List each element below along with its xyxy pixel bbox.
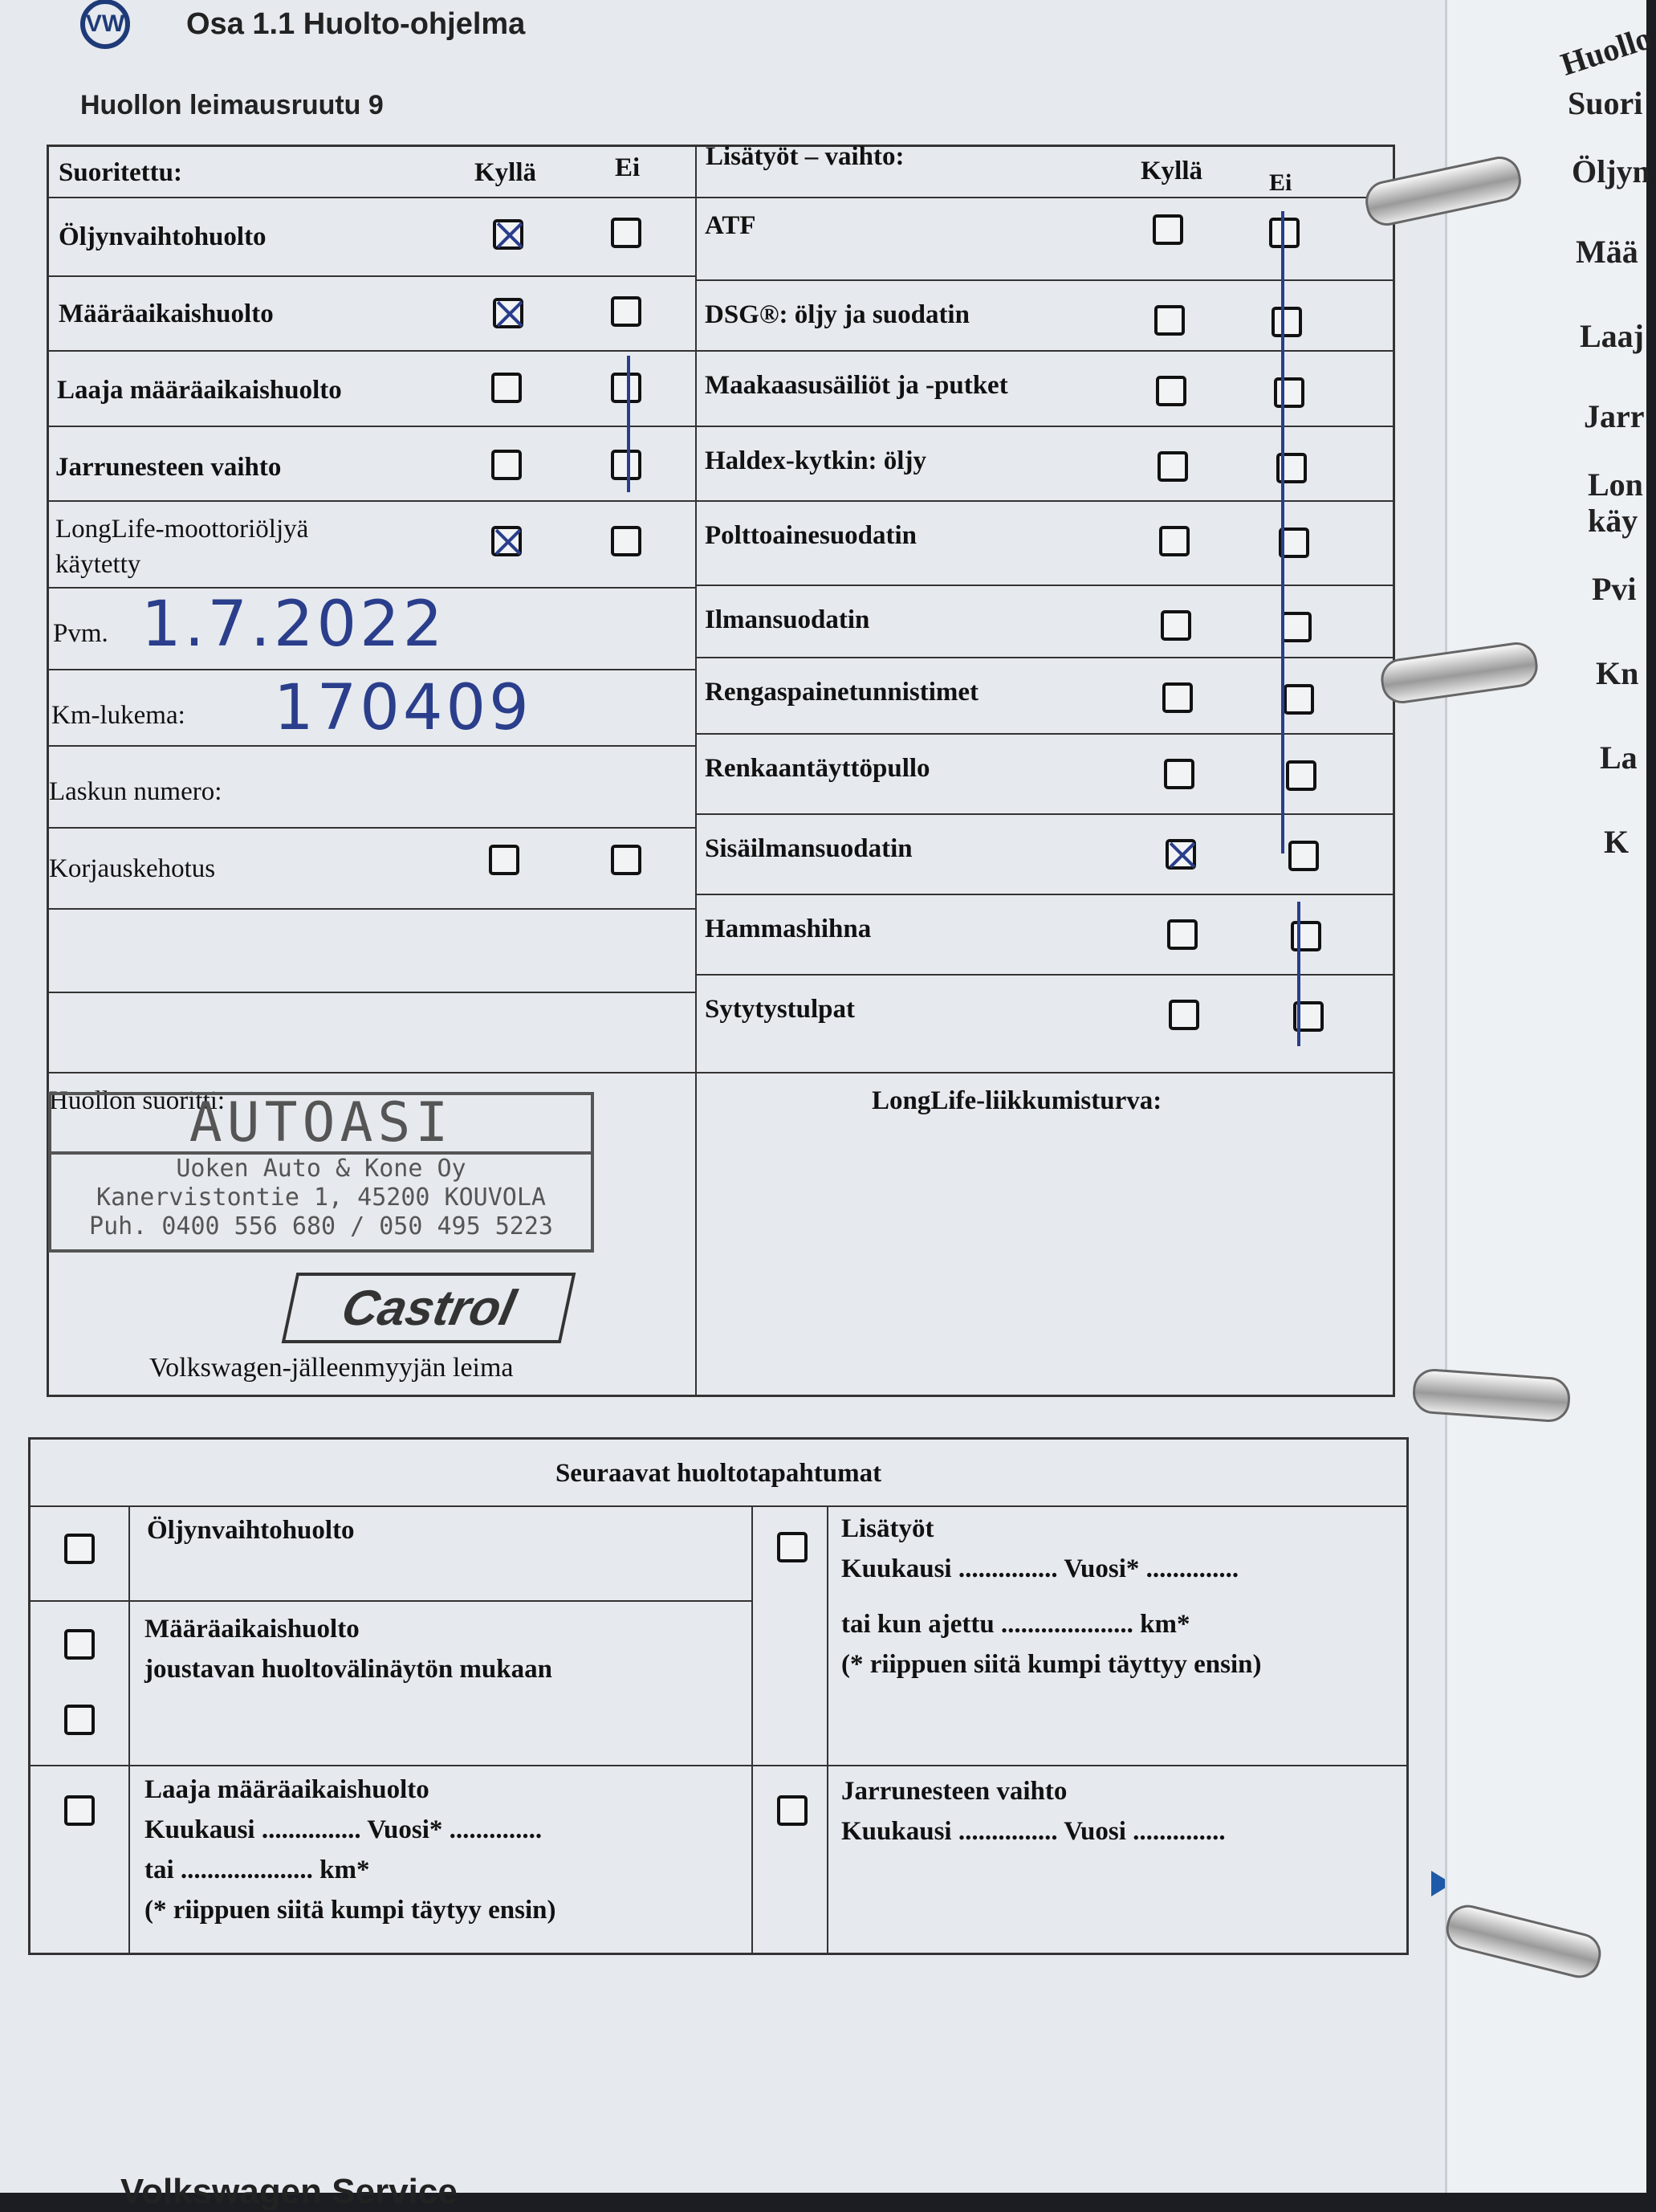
left-row-1 — [49, 197, 695, 251]
fragment: La — [1600, 739, 1638, 776]
checkbox-yes[interactable] — [1169, 1000, 1199, 1030]
box-title: Huollon leimausruutu 9 — [80, 90, 384, 120]
checkbox-no[interactable] — [611, 450, 641, 480]
handwritten-line — [1297, 902, 1300, 1046]
item-label: Haldex-kytkin: öljy — [705, 446, 926, 475]
next-extended-line3: (* riippuen siitä kumpi täytyy ensin) — [144, 1896, 556, 1925]
next-extra-line2: tai kun ajettu .................... km* — [841, 1610, 1190, 1639]
next-extra-title: Lisätyöt — [841, 1514, 934, 1543]
item-label: Jarrunesteen vaihto — [55, 453, 282, 482]
fragment: Lon — [1588, 466, 1643, 503]
fragment: Pvi — [1592, 571, 1637, 607]
checkbox-yes[interactable] — [491, 373, 522, 403]
right-row-10 — [695, 894, 1395, 974]
fragment: Mää — [1576, 234, 1638, 270]
footer-text: Volkswagen Service — [120, 2172, 458, 2211]
item-label: Öljynvaihtohuolto — [59, 222, 267, 251]
fragment: Suori — [1568, 85, 1643, 121]
checkbox-extra[interactable] — [777, 1532, 808, 1562]
repair-row — [49, 827, 695, 883]
right-row-7 — [695, 657, 1395, 733]
checkbox-periodic-flex[interactable] — [64, 1705, 95, 1735]
item-label: Renkaantäyttöpullo — [705, 754, 930, 783]
next-brake-title: Jarrunesteen vaihto — [841, 1777, 1068, 1806]
checkbox-periodic[interactable] — [64, 1629, 95, 1660]
next-row-border — [31, 1765, 751, 1766]
left-row-4 — [49, 426, 695, 482]
checkbox-yes[interactable] — [491, 450, 522, 480]
divider — [827, 1505, 828, 1953]
right-row-8 — [695, 733, 1395, 813]
vw-logo: VW — [80, 0, 130, 49]
dealer-row — [49, 1072, 695, 1115]
mobility-row — [695, 1072, 1395, 1115]
dealer-stamp — [48, 1092, 594, 1253]
date-row — [49, 587, 695, 667]
item-label: DSG®: öljy ja suodatin — [705, 300, 970, 329]
checkbox-yes[interactable] — [1167, 919, 1198, 950]
performed-by-label: Huollon suoritti: — [49, 1086, 226, 1115]
checkbox-no[interactable] — [611, 845, 641, 875]
item-label: Määräaikaishuolto — [59, 299, 274, 328]
checkbox-no[interactable] — [1284, 684, 1314, 715]
next-row-border — [751, 1765, 1406, 1766]
right-row-3 — [695, 350, 1395, 426]
right-head-no: Ei — [1269, 169, 1292, 196]
dealer-stamp-label: Volkswagen-jälleenmyyjän leima — [149, 1353, 514, 1383]
km-value[interactable]: 170409 — [274, 672, 532, 744]
checkbox-yes[interactable] — [1159, 526, 1190, 556]
item-label: ATF — [705, 211, 756, 240]
right-head-title: Lisätyöt – vaihto: — [706, 142, 905, 171]
right-head-yes: Kyllä — [1141, 157, 1203, 185]
checkbox-no[interactable] — [1274, 377, 1304, 408]
checkbox-oil[interactable] — [64, 1534, 95, 1564]
next-periodic-sub: joustavan huoltovälinäytön mukaan — [144, 1655, 552, 1684]
mobility-label: LongLife-liikkumisturva: — [872, 1086, 1162, 1115]
next-brake-line1: Kuukausi ............... Vuosi .............. — [841, 1817, 1226, 1846]
date-value[interactable]: 1.7.2022 — [141, 589, 446, 661]
invoice-label: Laskun numero: — [49, 777, 222, 806]
stamp-name: AUTOASI — [51, 1095, 591, 1155]
next-extended-title: Laaja määräaikaishuolto — [144, 1775, 429, 1804]
checkbox-yes[interactable] — [1162, 682, 1193, 713]
item-label: Polttoainesuodatin — [705, 521, 918, 550]
next-services-box — [28, 1437, 1409, 1955]
next-periodic-title: Määräaikaishuolto — [144, 1615, 360, 1644]
item-label: Ilmansuodatin — [705, 605, 870, 634]
item-label: Rengaspainetunnistimet — [705, 678, 979, 707]
left-row-3 — [49, 350, 695, 405]
checkbox-no[interactable] — [611, 373, 641, 403]
next-head-border — [31, 1505, 1406, 1507]
checkbox-no[interactable] — [1281, 612, 1312, 642]
right-row-6 — [695, 585, 1395, 657]
next-extra-line3: (* riippuen siitä kumpi täyttyy ensin) — [841, 1650, 1262, 1679]
blank-row-2 — [49, 992, 695, 993]
stamp-address: Kanervistontie 1, 45200 KOUVOLA — [96, 1183, 546, 1212]
right-row-4 — [695, 426, 1395, 500]
checkbox-yes[interactable] — [1156, 376, 1186, 406]
left-head-no: Ei — [615, 153, 641, 182]
km-row — [49, 669, 695, 749]
fragment: Öljyn — [1572, 153, 1650, 189]
stamp-company: Uoken Auto & Kone Oy — [176, 1155, 466, 1183]
checkbox-no[interactable] — [1269, 218, 1300, 248]
page-header — [80, 0, 525, 48]
repair-label: Korjauskehotus — [49, 854, 216, 883]
km-label: Km-lukema: — [51, 701, 185, 730]
checkbox-yes[interactable] — [493, 219, 523, 250]
item-label: Laaja määräaikaishuolto — [57, 376, 342, 405]
checkbox-no[interactable] — [1271, 307, 1302, 337]
checkbox-yes[interactable] — [1158, 451, 1188, 482]
checkbox-no[interactable] — [611, 218, 641, 248]
divider — [128, 1505, 130, 1953]
right-row-1 — [695, 197, 1395, 279]
right-row-2 — [695, 279, 1395, 350]
checkbox-yes[interactable] — [493, 298, 523, 328]
next-row-border — [31, 1600, 751, 1602]
left-row-2 — [49, 275, 695, 328]
date-label: Pvm. — [53, 619, 108, 648]
item-label: Maakaasusäiliöt ja -putket — [705, 371, 1008, 400]
fragment: K — [1604, 824, 1630, 860]
right-row-11 — [695, 974, 1395, 1072]
handwritten-line — [1281, 211, 1284, 853]
left-head-title: Suoritettu: — [59, 158, 182, 187]
fragment: Jarr — [1584, 398, 1645, 434]
right-row-5 — [695, 500, 1395, 585]
next-extended-line1: Kuukausi ............... Vuosi* .............. — [144, 1815, 543, 1844]
item-label: LongLife-moottoriöljyä käytetty — [55, 515, 309, 579]
next-extended-line2: tai .................... km* — [144, 1856, 370, 1884]
fragment: Huollo — [1556, 19, 1656, 83]
checkbox-no[interactable] — [611, 526, 641, 556]
fragment: Kn — [1596, 655, 1639, 691]
checkbox-yes[interactable] — [491, 526, 522, 556]
blank-row-1 — [49, 908, 695, 910]
castrol-logo: Castrol — [282, 1273, 576, 1343]
checkbox-yes[interactable] — [1154, 305, 1185, 336]
checkbox-yes[interactable] — [1153, 214, 1183, 245]
checkbox-no[interactable] — [611, 296, 641, 327]
next-extra-line1: Kuukausi ............... Vuosi* .............. — [841, 1554, 1239, 1583]
checkbox-yes[interactable] — [1161, 610, 1191, 641]
checkbox-extended[interactable] — [64, 1795, 95, 1826]
next-page-edge — [1445, 0, 1656, 2193]
item-label: Sytytystulpat — [705, 995, 856, 1024]
stamp-phone: Puh. 0400 556 680 / 050 495 5223 — [89, 1212, 553, 1240]
invoice-row — [49, 745, 695, 806]
left-row-5 — [49, 500, 695, 579]
item-label: Sisäilmansuodatin — [705, 834, 913, 863]
checkbox-yes[interactable] — [489, 845, 519, 875]
chapter-title: Osa 1.1 Huolto-ohjelma — [186, 6, 526, 41]
checkbox-no[interactable] — [1286, 760, 1316, 791]
left-head-yes: Kyllä — [474, 158, 537, 187]
divider — [751, 1505, 753, 1953]
checkbox-yes[interactable] — [1166, 839, 1196, 870]
fragment: käy — [1588, 503, 1638, 539]
item-label: Hammashihna — [705, 915, 872, 943]
checkbox-brake[interactable] — [777, 1795, 808, 1826]
checkbox-yes[interactable] — [1164, 759, 1194, 789]
checkbox-no[interactable] — [1288, 841, 1319, 871]
fragment: Laaj — [1580, 318, 1644, 354]
next-oil-label: Öljynvaihtohuolto — [147, 1516, 355, 1545]
handwritten-line — [627, 356, 630, 492]
checkbox-no[interactable] — [1291, 921, 1321, 951]
right-row-9 — [695, 813, 1395, 894]
next-title: Seuraavat huoltotapahtumat — [555, 1459, 882, 1488]
